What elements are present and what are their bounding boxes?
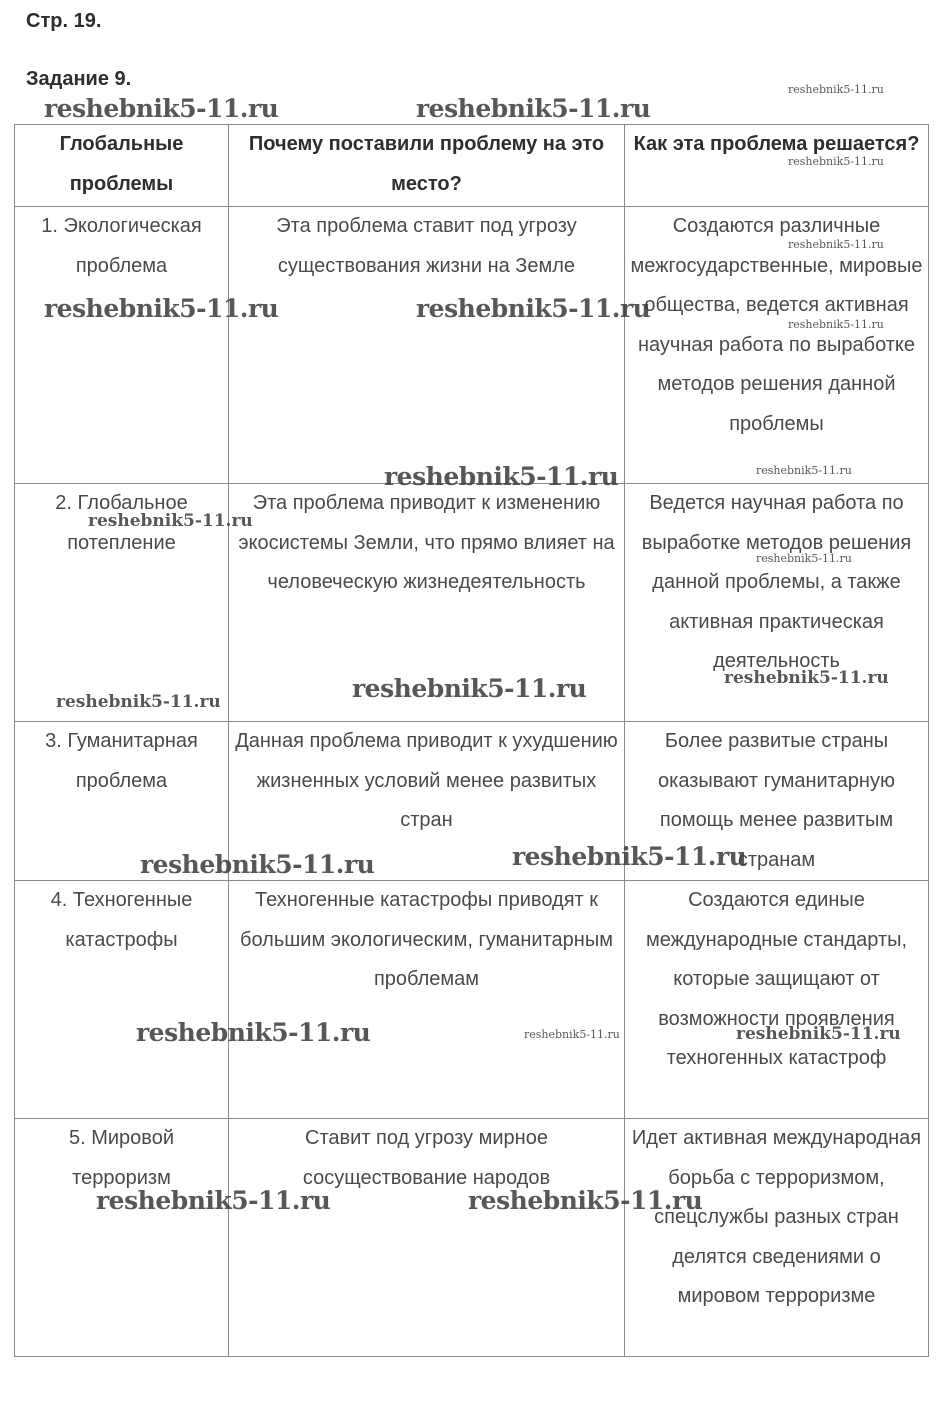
watermark: reshebnik5-11.ru <box>788 155 884 168</box>
solution-cell: Создаются единые международные стандарты, которые защищают от возможности проявления техногенных катастроф <box>625 881 929 1119</box>
header-solution: Как эта проблема решается? <box>625 125 929 207</box>
watermark: reshebnik5-11.ru <box>384 462 619 491</box>
problem-cell: 3. Гуманитарная проблема <box>15 722 229 881</box>
reason-cell: Ставит под угрозу мирное сосуществование народов <box>229 1119 625 1357</box>
reason-cell: Данная проблема приводит к ухудшению жизненных условий менее развитых стран <box>229 722 625 881</box>
watermark: reshebnik5-11.ru <box>788 83 884 96</box>
watermark: reshebnik5-11.ru <box>416 94 651 123</box>
problem-cell: 5. Мировой терроризм <box>15 1119 229 1357</box>
watermark: reshebnik5-11.ru <box>136 1018 371 1047</box>
watermark: reshebnik5-11.ru <box>724 668 889 688</box>
table-row <box>15 881 929 1119</box>
watermark: reshebnik5-11.ru <box>416 294 651 323</box>
watermark: reshebnik5-11.ru <box>788 238 884 251</box>
watermark: reshebnik5-11.ru <box>352 674 587 703</box>
table-row <box>15 1119 929 1357</box>
watermark: reshebnik5-11.ru <box>788 318 884 331</box>
header-reason: Почему поставили проблему на это место? <box>229 125 625 207</box>
watermark: reshebnik5-11.ru <box>736 1024 901 1044</box>
table-row <box>15 484 929 722</box>
watermark: reshebnik5-11.ru <box>140 850 375 879</box>
global-problems-table <box>14 124 929 1357</box>
page-number-label: Стр. 19. <box>26 10 102 32</box>
watermark: reshebnik5-11.ru <box>56 692 221 712</box>
reason-cell: Техногенные катастрофы приводят к большим экологическим, гуманитарным проблемам <box>229 881 625 1119</box>
solution-cell: Создаются различные межгосударственные, мировые общества, ведется активная научная работа по выработке методов решения данной проблемы <box>625 207 929 484</box>
watermark: reshebnik5-11.ru <box>96 1186 331 1215</box>
solution-cell: Идет активная международная борьба с терроризмом, спецслужбы разных стран делятся сведениями о мировом терроризме <box>625 1119 929 1357</box>
table-header-row <box>15 125 929 207</box>
watermark: reshebnik5-11.ru <box>512 842 747 871</box>
watermark: reshebnik5-11.ru <box>756 552 852 565</box>
table-row <box>15 207 929 484</box>
solution-cell: Ведется научная работа по выработке методов решения данной проблемы, а также активная практическая деятельность <box>625 484 929 722</box>
watermark: reshebnik5-11.ru <box>468 1186 703 1215</box>
table-row <box>15 722 929 881</box>
task-title: Задание 9. <box>26 68 132 90</box>
problem-cell: 1. Экологическая проблема <box>15 207 229 484</box>
watermark: reshebnik5-11.ru <box>524 1028 620 1041</box>
reason-cell: Эта проблема приводит к изменению экосистемы Земли, что прямо влияет на человеческую жизнедеятельность <box>229 484 625 722</box>
solution-cell: Более развитые страны оказывают гуманитарную помощь менее развитым странам <box>625 722 929 881</box>
watermark: reshebnik5-11.ru <box>756 464 852 477</box>
watermark: reshebnik5-11.ru <box>88 511 253 531</box>
watermark: reshebnik5-11.ru <box>44 294 279 323</box>
watermark: reshebnik5-11.ru <box>44 94 279 123</box>
problem-cell: 4. Техногенные катастрофы <box>15 881 229 1119</box>
header-problems: Глобальные проблемы <box>15 125 229 207</box>
problem-cell: 2. Глобальное потепление <box>15 484 229 722</box>
reason-cell: Эта проблема ставит под угрозу существования жизни на Земле <box>229 207 625 484</box>
